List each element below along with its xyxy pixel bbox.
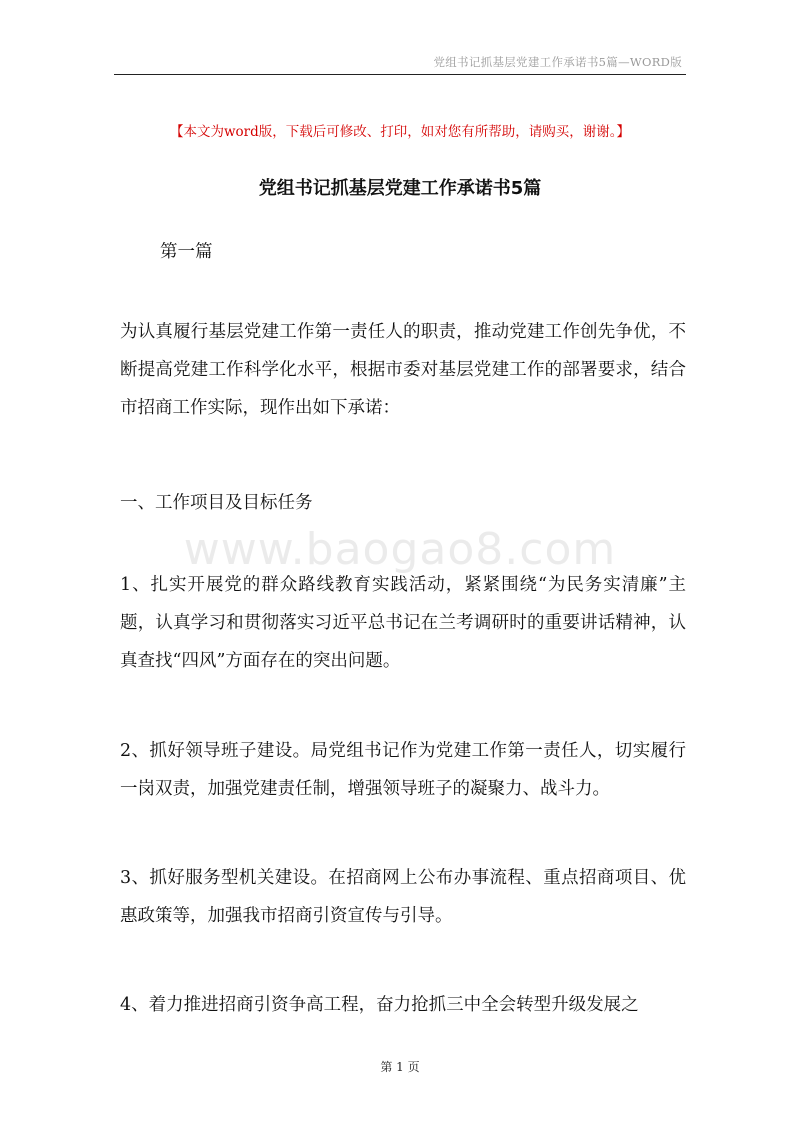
watermark-text: www.baogao8.com: [183, 524, 617, 575]
page-number: 第 1 页: [380, 1060, 420, 1074]
paragraph-item-4: 4、着力推进招商引资争高工程，奋力抢抓三中全会转型升级发展之: [120, 995, 639, 1015]
section-label: 第一篇: [160, 242, 213, 262]
header-divider: [114, 74, 686, 75]
intro-paragraph: 为认真履行基层党建工作第一责任人的职责，推动党建工作创先争优，不断提高党建工作科学化水平，根据市委对基层党建工作的部署要求，结合市招商工作实际，现作出如下承诺：: [120, 322, 686, 418]
purchase-notice: 【本文为word版，下载后可修改、打印，如对您有所帮助，请购买，谢谢。】: [169, 124, 631, 140]
heading-work-items: 一、工作项目及目标任务: [120, 493, 313, 513]
paragraph-item-1: 1、扎实开展党的群众路线教育实践活动，紧紧围绕“为民务实清廉”主题，认真学习和贯彻落实习近平总书记在兰考调研时的重要讲话精神，认真查找“四风”方面存在的突出问题。: [120, 575, 686, 671]
paragraph-item-3: 3、抓好服务型机关建设。在招商网上公布办事流程、重点招商项目、优惠政策等，加强我市招商引资宣传与引导。: [120, 868, 686, 926]
document-title: 党组书记抓基层党建工作承诺书5篇: [258, 178, 542, 199]
running-header: 党组书记抓基层党建工作承诺书5篇—WORD版: [433, 55, 682, 69]
paragraph-item-2: 2、抓好领导班子建设。局党组书记作为党建工作第一责任人，切实履行一岗双责，加强党建责任制，增强领导班子的凝聚力、战斗力。: [120, 741, 686, 799]
